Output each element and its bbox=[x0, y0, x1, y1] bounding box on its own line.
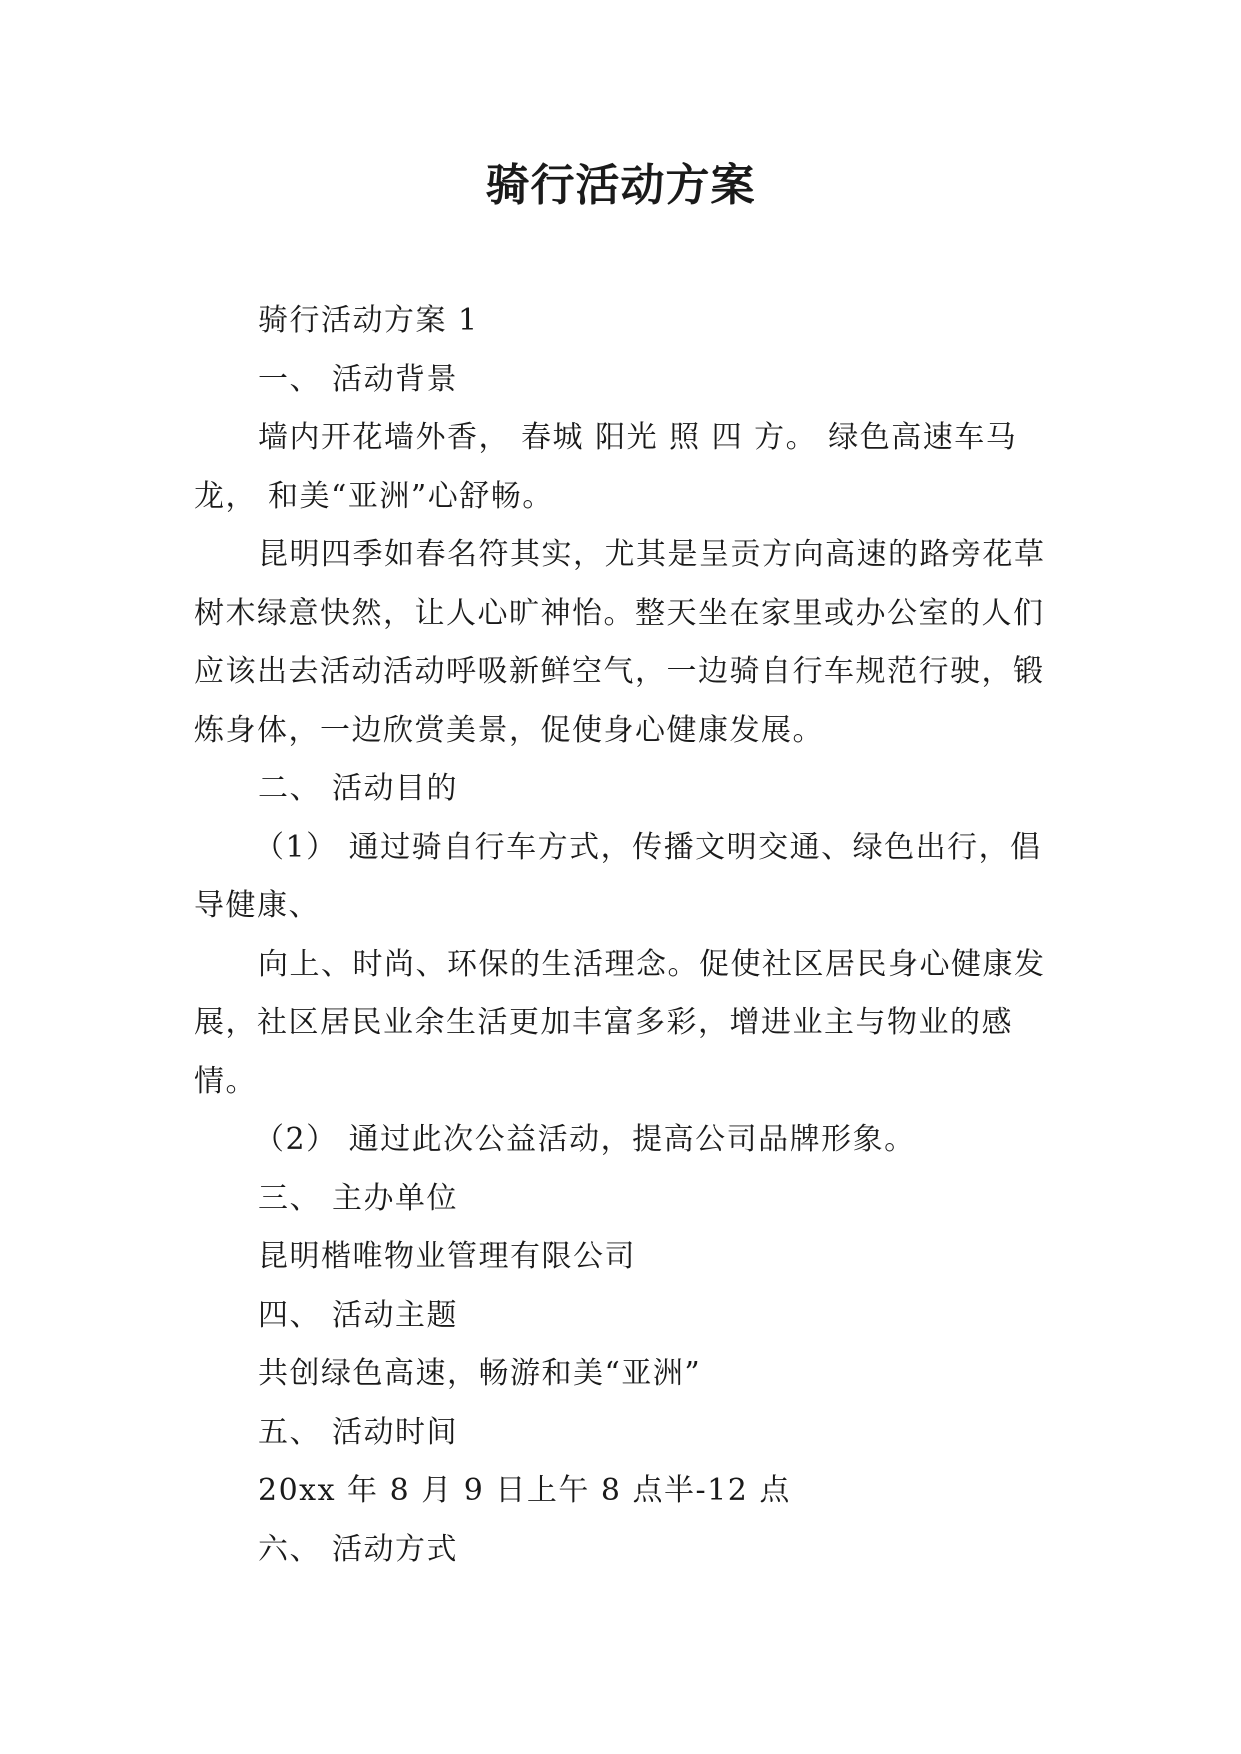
section-heading: 五、 活动时间 bbox=[258, 1414, 459, 1450]
document-body bbox=[194, 292, 1054, 1579]
paragraph: （1） 通过骑自行车方式，传播文明交通、绿色出行，倡导健康、 bbox=[194, 829, 1042, 923]
paragraph: 共创绿色高速，畅游和美“亚洲” bbox=[258, 1356, 702, 1391]
section-heading: 二、 活动目的 bbox=[258, 771, 459, 806]
paragraph: 昆明四季如春名符其实，尤其是呈贡方向高速的路旁花草树木绿意快然，让人心旷神怡。整天坐在家里或办公室的人们应该出去活动活动呼吸新鲜空气，一边骑自行车规范行驶，锻炼身体，一边欣赏美景，促使身心健康发展。 bbox=[194, 537, 1046, 748]
section-heading: 骑行活动方案 1 bbox=[258, 303, 479, 338]
document-title: 骑行活动方案 bbox=[485, 160, 756, 211]
paragraph: 昆明楷唯物业管理有限公司 bbox=[258, 1239, 636, 1274]
section-heading: 六、 活动方式 bbox=[258, 1531, 459, 1567]
section-heading: 三、 主办单位 bbox=[258, 1180, 459, 1216]
paragraph: （2） 通过此次公益活动，提高公司品牌形象。 bbox=[254, 1122, 916, 1157]
paragraph: 20xx 年 8 月 9 日上午 8 点半-12 点 bbox=[258, 1473, 791, 1508]
section-heading: 四、 活动主题 bbox=[258, 1297, 459, 1333]
section-heading: 一、 活动背景 bbox=[258, 361, 459, 397]
paragraph: 向上、时尚、环保的生活理念。促使社区居民身心健康发展，社区居民业余生活更加丰富多彩，增进业主与物业的感情。 bbox=[194, 946, 1046, 1099]
paragraph: 墙内开花墙外香， 春城 阳光 照 四 方。 绿色高速车马龙， 和美“亚洲”心舒畅。 bbox=[194, 420, 1018, 514]
